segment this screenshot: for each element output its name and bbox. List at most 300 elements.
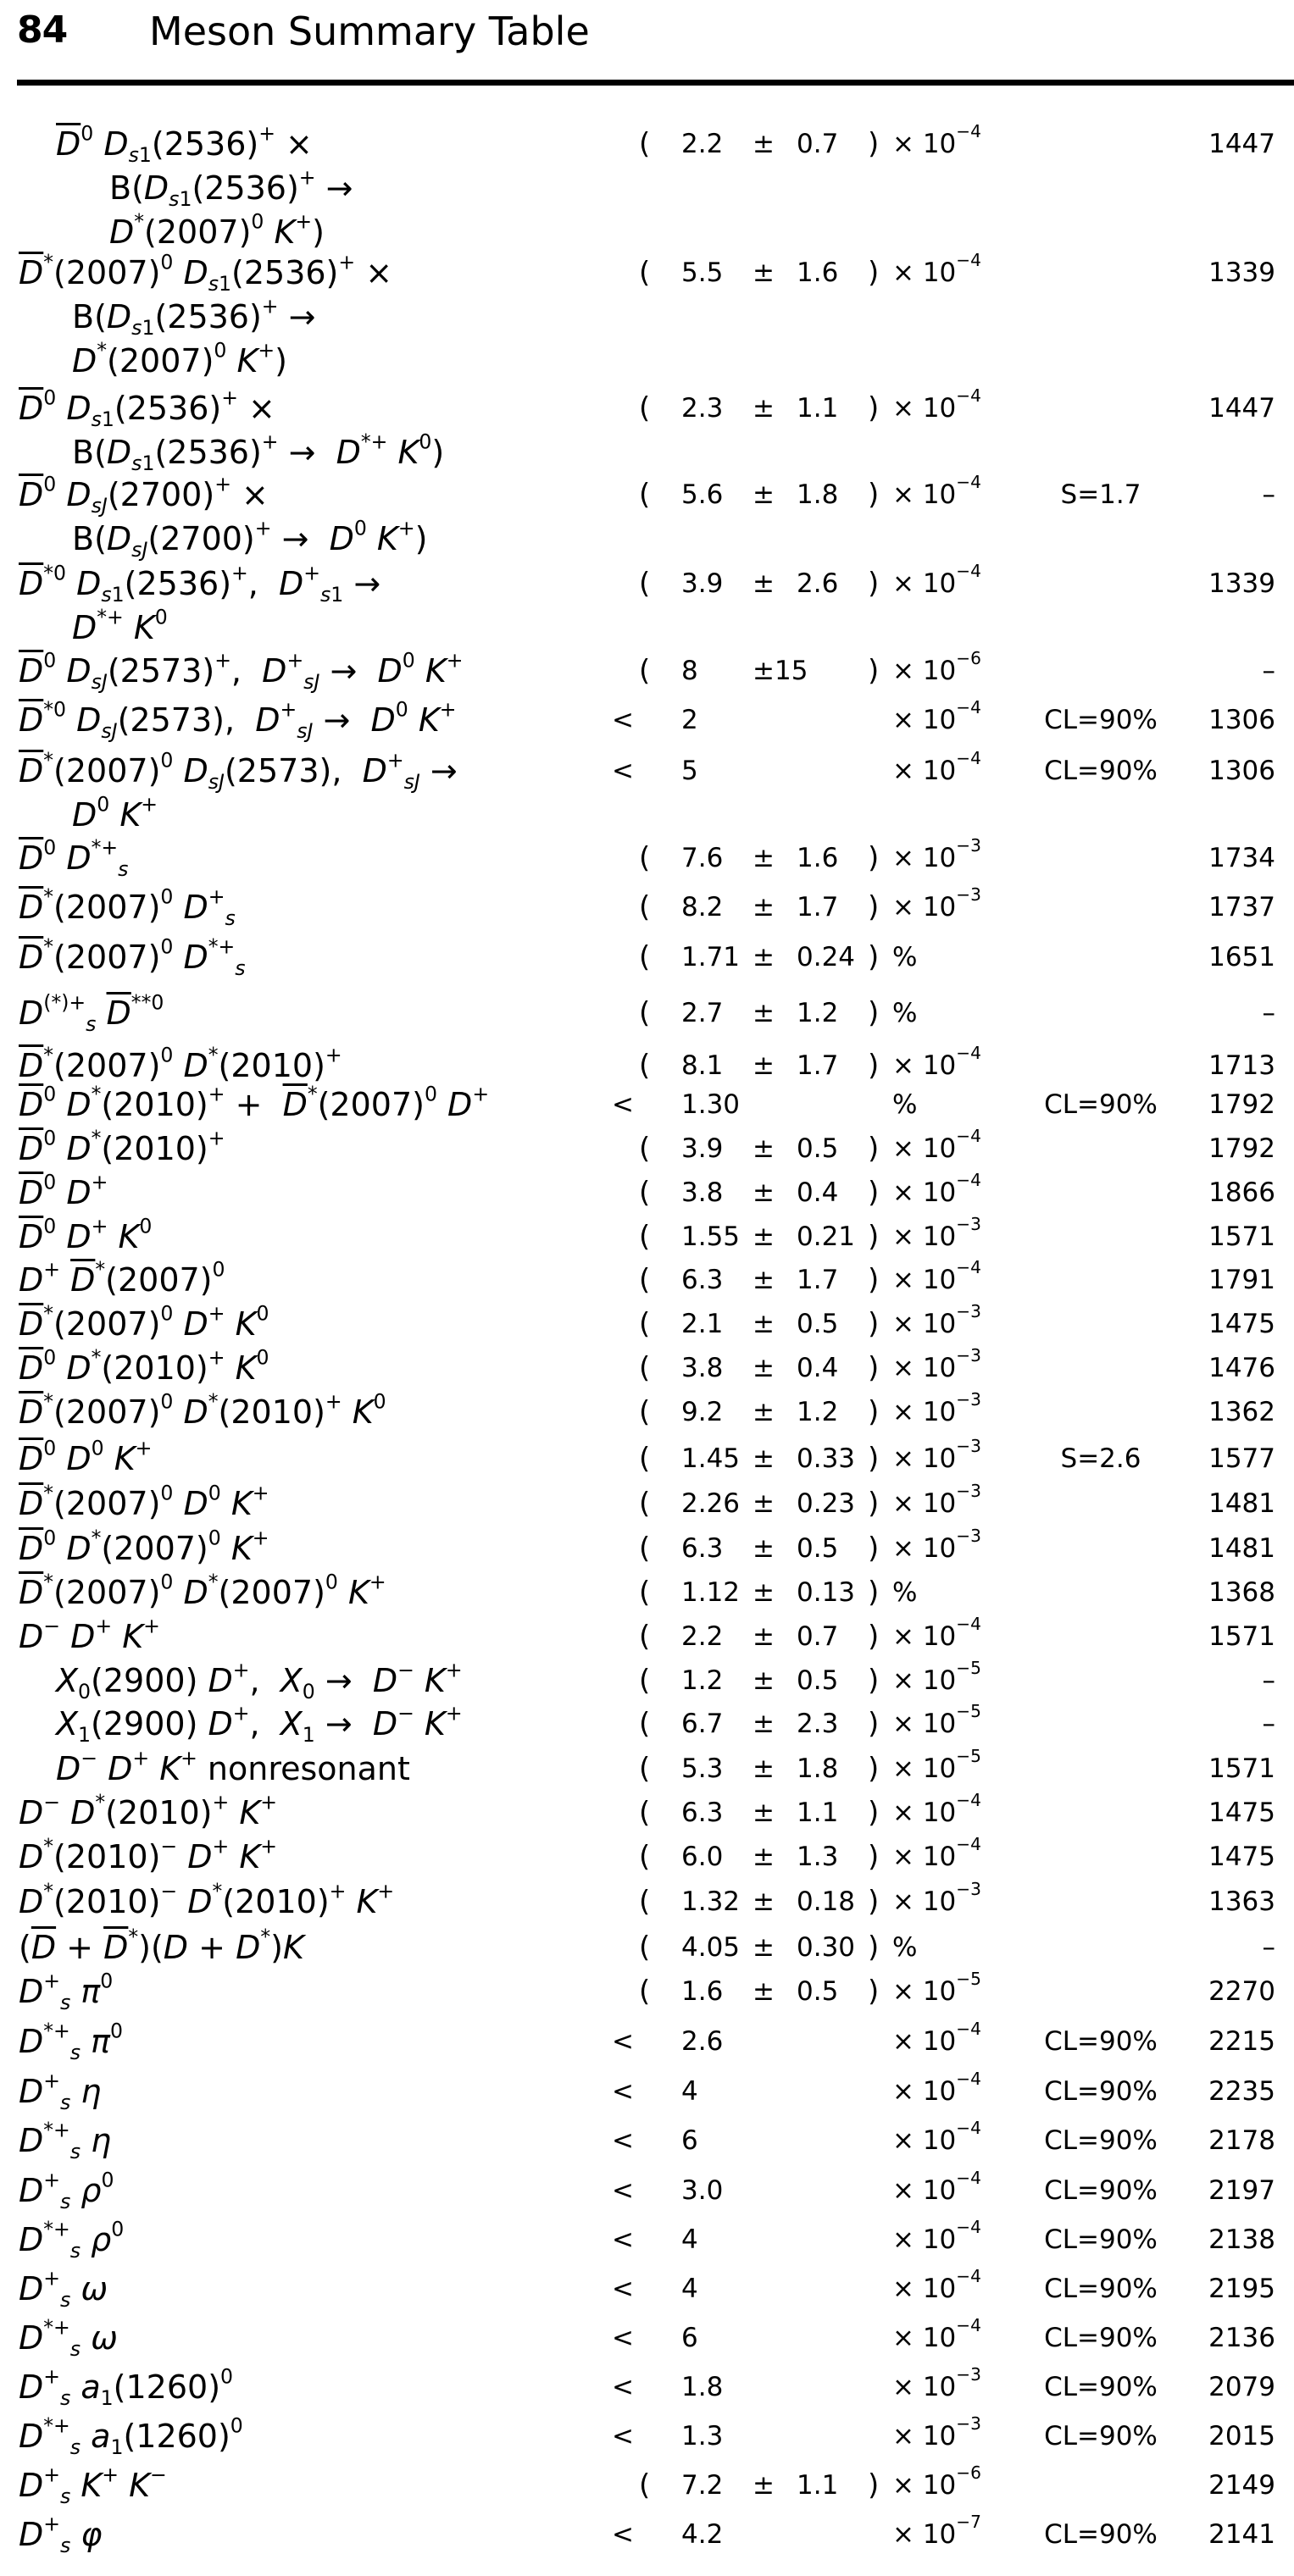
fraction-unit: × $10^{-4}$ bbox=[892, 1125, 981, 1164]
left-paren: ( bbox=[639, 1176, 651, 1210]
fraction-unit: % bbox=[892, 998, 918, 1028]
plus-minus: ± bbox=[753, 998, 775, 1028]
plus-minus: ± bbox=[753, 568, 775, 599]
decay-mode bbox=[19, 2119, 111, 2163]
decay-mode-line: $D^{(*)+}_s$ $\overline{D}^{**0}$ bbox=[19, 990, 164, 1037]
decay-mode-line: $B(D_{s1}(2536)^+$ → bbox=[109, 165, 353, 212]
fraction-unit: × $10^{-4}$ bbox=[892, 2167, 981, 2206]
fraction-error: 0.7 bbox=[797, 129, 839, 159]
fraction-error: 1.8 bbox=[797, 479, 839, 510]
fraction-value: 8 bbox=[681, 656, 698, 686]
fraction-value: 2.1 bbox=[681, 1309, 724, 1339]
upper-limit-sign: < bbox=[612, 2519, 634, 2550]
right-paren: ) bbox=[868, 1931, 880, 1964]
decay-mode-line: D− D+ K+ nonresonant bbox=[56, 1746, 410, 1787]
right-paren: ) bbox=[868, 940, 880, 974]
plus-minus: ± bbox=[753, 1177, 775, 1208]
plus-minus: ± bbox=[753, 1932, 775, 1963]
scale-or-cl: S=2.6 bbox=[1060, 1443, 1141, 1474]
fraction-error: 0.7 bbox=[797, 1621, 839, 1652]
fraction-error: 0.5 bbox=[797, 1309, 839, 1339]
left-paren: ( bbox=[639, 1885, 651, 1919]
decay-mode-line: $\overline{D}^*(2007)^0$ $D^*(2007)^0$ K+ bbox=[19, 1570, 386, 1611]
plus-minus: ± bbox=[753, 1133, 775, 1164]
fraction-value: 2.7 bbox=[681, 998, 724, 1028]
right-paren: ) bbox=[868, 391, 880, 425]
fraction-unit: × $10^{-4}$ bbox=[892, 249, 981, 288]
plus-minus: ± bbox=[753, 129, 775, 159]
decay-mode-line: $D^{*+}_s$ $\pi^0$ bbox=[19, 2019, 124, 2065]
fraction-unit: × $10^{-4}$ bbox=[892, 471, 981, 510]
plus-minus: ± bbox=[753, 479, 775, 510]
scale-or-cl: CL=90% bbox=[1044, 2026, 1158, 2057]
left-paren: ( bbox=[639, 1532, 651, 1565]
momentum-p: 1734 bbox=[1208, 843, 1275, 873]
decay-mode-line: $(\overline{D} + \overline{D}^*)(D + D^*)K$ bbox=[19, 1925, 304, 1966]
momentum-p: 2015 bbox=[1208, 2421, 1275, 2451]
plus-minus: ± bbox=[753, 2470, 775, 2501]
right-paren: ) bbox=[868, 890, 880, 924]
decay-mode-line: $\overline{D}^*(2007)^0$ $D_{sJ}(2573)$, $D^+_{sJ}$ → bbox=[19, 748, 458, 795]
decay-mode bbox=[19, 836, 128, 880]
right-paren: ) bbox=[868, 1263, 880, 1297]
left-paren: ( bbox=[639, 256, 651, 290]
right-paren: ) bbox=[868, 1796, 880, 1830]
fraction-value: 3.9 bbox=[681, 568, 724, 599]
fraction-unit: × $10^{-3}$ bbox=[892, 2363, 981, 2402]
fraction-error: 1.1 bbox=[797, 2470, 839, 2501]
fraction-unit: % bbox=[892, 1577, 918, 1608]
scale-or-cl: CL=90% bbox=[1044, 2175, 1158, 2206]
decay-mode-line: $\overline{D}^*(2007)^0$ D+ $K^0$ bbox=[19, 1301, 269, 1343]
fraction-error: 1.2 bbox=[797, 1397, 839, 1427]
left-paren: ( bbox=[639, 1220, 651, 1254]
scale-or-cl: CL=90% bbox=[1044, 2372, 1158, 2402]
fraction-value: 5.5 bbox=[681, 258, 724, 288]
fraction-value: 6.7 bbox=[681, 1709, 724, 1739]
upper-limit-sign: < bbox=[612, 2076, 634, 2107]
fraction-value: 1.45 bbox=[681, 1443, 741, 1474]
decay-mode bbox=[19, 473, 427, 561]
fraction-error: 0.5 bbox=[797, 1665, 839, 1696]
decay-mode bbox=[19, 1615, 160, 1659]
decay-mode-line: $\overline{D}^0$ D*(2010)+ $K^0$ bbox=[19, 1345, 269, 1387]
momentum-p: 1571 bbox=[1208, 1753, 1275, 1784]
decay-mode bbox=[19, 1969, 113, 2014]
fraction-unit: × $10^{-4}$ bbox=[892, 1789, 981, 1828]
fraction-error: 1.8 bbox=[797, 1753, 839, 1784]
plus-minus: ± bbox=[753, 1886, 775, 1917]
decay-mode bbox=[19, 2512, 102, 2557]
decay-mode-line: D+ $\overline{D}^*(2007)^0$ bbox=[19, 1257, 225, 1299]
decay-mode bbox=[19, 1571, 386, 1615]
upper-limit-sign: < bbox=[612, 2323, 634, 2353]
momentum-p: – bbox=[1262, 998, 1275, 1028]
fraction-error: 1.1 bbox=[797, 1798, 839, 1828]
upper-limit-sign: < bbox=[612, 1089, 634, 1120]
fraction-value: 6.3 bbox=[681, 1533, 724, 1564]
scale-or-cl: CL=90% bbox=[1044, 705, 1158, 735]
fraction-unit: × $10^{-3}$ bbox=[892, 1213, 981, 1252]
fraction-unit: × $10^{-6}$ bbox=[892, 2462, 981, 2501]
left-paren: ( bbox=[639, 1487, 651, 1521]
fraction-unit: × $10^{-4}$ bbox=[892, 385, 981, 424]
decay-mode-line: $D^{*+}_s$ $a_1(1260)^0$ bbox=[19, 2413, 243, 2460]
momentum-p: 2136 bbox=[1208, 2323, 1275, 2353]
fraction-error: 0.13 bbox=[797, 1577, 856, 1608]
fraction-value: 1.71 bbox=[681, 942, 741, 972]
decay-mode bbox=[19, 1791, 277, 1835]
plus-minus: ± bbox=[753, 1976, 775, 2007]
fraction-error: 2.3 bbox=[797, 1709, 839, 1739]
decay-mode-line: $\overline{D}^0$ D*(2010)+ bbox=[19, 1126, 225, 1167]
right-paren: ) bbox=[868, 567, 880, 601]
momentum-p: 1866 bbox=[1208, 1177, 1275, 1208]
plus-minus: ± bbox=[753, 942, 775, 972]
right-paren: ) bbox=[868, 1576, 880, 1609]
fraction-error: 0.23 bbox=[797, 1488, 856, 1519]
momentum-p: 1737 bbox=[1208, 892, 1275, 922]
right-paren: ) bbox=[868, 654, 880, 688]
decay-mode bbox=[56, 1747, 410, 1791]
fraction-unit: × $10^{-3}$ bbox=[892, 1388, 981, 1427]
fraction-error: 0.33 bbox=[797, 1443, 856, 1474]
left-paren: ( bbox=[639, 841, 651, 875]
momentum-p: 2215 bbox=[1208, 2026, 1275, 2057]
fraction-unit: × $10^{-4}$ bbox=[892, 1042, 981, 1081]
decay-mode bbox=[19, 1437, 152, 1481]
fraction-unit: × $10^{-4}$ bbox=[892, 120, 981, 159]
right-paren: ) bbox=[868, 1220, 880, 1254]
decay-mode-line: $X_1(2900)$ D+, $X_1 \to D^-$ K+ bbox=[56, 1701, 463, 1748]
left-paren: ( bbox=[639, 890, 651, 924]
fraction-unit: % bbox=[892, 1089, 918, 1120]
fraction-error: 1.7 bbox=[797, 1265, 839, 1295]
momentum-p: 1571 bbox=[1208, 1222, 1275, 1252]
fraction-error: 0.5 bbox=[797, 1133, 839, 1164]
fraction-value: 5.6 bbox=[681, 479, 724, 510]
decay-mode-line: $D^{*+}_s$ η bbox=[19, 2118, 112, 2164]
decay-mode bbox=[19, 386, 444, 474]
decay-mode-line: $D^+_s$ η bbox=[19, 2069, 102, 2115]
fraction-unit: × $10^{-4}$ bbox=[892, 1833, 981, 1872]
decay-mode-line: $D^*(2007)^0$ K+) bbox=[109, 209, 325, 251]
left-paren: ( bbox=[639, 1975, 651, 2008]
decay-mode bbox=[19, 1390, 386, 1434]
fraction-unit: × $10^{-3}$ bbox=[892, 1878, 981, 1917]
left-paren: ( bbox=[639, 1576, 651, 1609]
fraction-error: 0.30 bbox=[797, 1932, 856, 1963]
fraction-unit: × $10^{-4}$ bbox=[892, 2265, 981, 2304]
fraction-value: 6.0 bbox=[681, 1842, 724, 1872]
momentum-p: 1475 bbox=[1208, 1798, 1275, 1828]
right-paren: ) bbox=[868, 1307, 880, 1341]
decay-mode bbox=[19, 1127, 225, 1171]
upper-limit-sign: < bbox=[612, 2224, 634, 2255]
decay-mode bbox=[19, 749, 458, 837]
momentum-p: – bbox=[1262, 1665, 1275, 1696]
decay-mode-line: $\overline{D}^*(2007)^0$ $D_{s1}(2536)^+$ × bbox=[19, 250, 393, 296]
fraction-value: 4 bbox=[681, 2274, 698, 2304]
fraction-unit: × $10^{-5}$ bbox=[892, 1745, 981, 1784]
decay-mode bbox=[19, 2069, 101, 2113]
fraction-unit: × $10^{-3}$ bbox=[892, 1480, 981, 1519]
momentum-p: 1368 bbox=[1208, 1577, 1275, 1608]
decay-mode bbox=[19, 1302, 269, 1346]
decay-mode bbox=[19, 251, 392, 383]
fraction-value: 1.3 bbox=[681, 2421, 724, 2451]
fraction-value: 1.32 bbox=[681, 1886, 741, 1917]
momentum-p: 2079 bbox=[1208, 2372, 1275, 2402]
upper-limit-sign: < bbox=[612, 756, 634, 786]
decay-mode bbox=[56, 1659, 463, 1703]
decay-mode bbox=[19, 1880, 394, 1924]
plus-minus: ± bbox=[753, 1050, 775, 1081]
decay-mode bbox=[19, 2019, 123, 2064]
fraction-value: 2.3 bbox=[681, 393, 724, 424]
fraction-error: 1.3 bbox=[797, 1842, 839, 1872]
right-paren: ) bbox=[868, 996, 880, 1030]
fraction-unit: × $10^{-3}$ bbox=[892, 1435, 981, 1474]
left-paren: ( bbox=[639, 1620, 651, 1654]
right-paren: ) bbox=[868, 1132, 880, 1166]
left-paren: ( bbox=[639, 1707, 651, 1741]
decay-mode bbox=[56, 1702, 463, 1746]
right-paren: ) bbox=[868, 1840, 880, 1874]
fraction-value: 6.3 bbox=[681, 1798, 724, 1828]
left-paren: ( bbox=[639, 478, 651, 512]
decay-mode-line: $D^*(2007)^0$ K+) bbox=[72, 338, 287, 379]
decay-mode-line: $\overline{D}^0$ $D_{s1}(2536)^+$ × bbox=[56, 121, 313, 168]
decay-mode bbox=[19, 991, 164, 1035]
fraction-unit: × $10^{-4}$ bbox=[892, 2068, 981, 2107]
fraction-error: 1.6 bbox=[797, 843, 839, 873]
momentum-p: 2178 bbox=[1208, 2125, 1275, 2156]
decay-mode-line: $D^{*+}_s$ $\rho^0$ bbox=[19, 2217, 125, 2263]
scale-or-cl: CL=90% bbox=[1044, 2076, 1158, 2107]
decay-mode-line: $\overline{D}^0$ $D^*(2010)^+ + \overline{D}^*(2007)^0$ D+ bbox=[19, 1082, 490, 1123]
fraction-value: 3.9 bbox=[681, 1133, 724, 1164]
fraction-unit: × $10^{-4}$ bbox=[892, 2117, 981, 2156]
decay-mode-line: $B(D_{s1}(2536)^+ \to D^{*+}$ $K^0$) bbox=[72, 429, 445, 476]
decay-mode-line: $D^+_s$ $\rho^0$ bbox=[19, 2168, 114, 2214]
left-paren: ( bbox=[639, 1395, 651, 1429]
left-paren: ( bbox=[639, 940, 651, 974]
decay-mode-line: $\overline{D}^0$ $D_{s1}(2536)^+$ × bbox=[19, 385, 275, 432]
left-paren: ( bbox=[639, 1796, 651, 1830]
left-paren: ( bbox=[639, 1132, 651, 1166]
plus-minus: ± bbox=[753, 1265, 775, 1295]
momentum-p: 1306 bbox=[1208, 705, 1275, 735]
decay-mode-line: D*(2010)− D*(2010)+ K+ bbox=[19, 1879, 395, 1920]
right-paren: ) bbox=[868, 1885, 880, 1919]
left-paren: ( bbox=[639, 654, 651, 688]
decay-mode-line: $\overline{D}^{*0}$ $D_{sJ}(2573)$, $D^+_{sJ} \to D^0$ K+ bbox=[19, 697, 457, 744]
momentum-p: 2197 bbox=[1208, 2175, 1275, 2206]
decay-mode bbox=[19, 2218, 124, 2262]
momentum-p: 2138 bbox=[1208, 2224, 1275, 2255]
fraction-error: 1.7 bbox=[797, 1050, 839, 1081]
right-paren: ) bbox=[868, 1049, 880, 1083]
momentum-p: 1447 bbox=[1208, 129, 1275, 159]
left-paren: ( bbox=[639, 127, 651, 161]
decay-mode-line: $\overline{D}^0$ $D^*(2007)^0$ K+ bbox=[19, 1526, 269, 1567]
fraction-unit: × $10^{-4}$ bbox=[892, 1169, 981, 1208]
scale-or-cl: CL=90% bbox=[1044, 756, 1158, 786]
right-paren: ) bbox=[868, 1487, 880, 1521]
fraction-unit: × $10^{-4}$ bbox=[892, 2216, 981, 2255]
decay-mode-line: D*+ $K^0$ bbox=[72, 605, 168, 646]
upper-limit-sign: < bbox=[612, 2372, 634, 2402]
fraction-value: 5 bbox=[681, 756, 698, 786]
decay-mode bbox=[19, 1346, 269, 1390]
decay-mode-line: $B(D_{sJ}(2700)^+ \to D^0$ K+) bbox=[72, 516, 428, 562]
decay-mode-line: D*(2010)− D+ K+ bbox=[19, 1834, 277, 1875]
plus-minus: ± bbox=[753, 892, 775, 922]
decay-mode bbox=[19, 649, 463, 693]
decay-mode-line: $\overline{D}^0$ $D^{*+}_s$ bbox=[19, 835, 129, 882]
plus-minus: ± bbox=[753, 1577, 775, 1608]
page-number: 84 bbox=[17, 8, 68, 52]
momentum-p: 1651 bbox=[1208, 942, 1275, 972]
fraction-value: 3.8 bbox=[681, 1177, 724, 1208]
fraction-unit: × $10^{-4}$ bbox=[892, 1613, 981, 1652]
decay-mode bbox=[19, 1215, 152, 1259]
right-paren: ) bbox=[868, 841, 880, 875]
plus-minus: ± bbox=[753, 1309, 775, 1339]
momentum-p: – bbox=[1262, 1932, 1275, 1963]
right-paren: ) bbox=[868, 1395, 880, 1429]
momentum-p: 2195 bbox=[1208, 2274, 1275, 2304]
fraction-value: 1.30 bbox=[681, 1089, 741, 1120]
fraction-unit: × $10^{-4}$ bbox=[892, 747, 981, 786]
plus-minus: ± bbox=[753, 1665, 775, 1696]
fraction-value: 2.26 bbox=[681, 1488, 741, 1519]
scale-or-cl: CL=90% bbox=[1044, 1089, 1158, 1120]
decay-mode bbox=[19, 885, 236, 929]
decay-mode bbox=[56, 122, 353, 254]
fraction-value: 1.12 bbox=[681, 1577, 741, 1608]
decay-mode-line: $D^+_s$ $\pi^0$ bbox=[19, 1969, 114, 2015]
fraction-error: 0.21 bbox=[797, 1222, 856, 1252]
plus-minus: ± bbox=[753, 1842, 775, 1872]
decay-mode-line: $\overline{D}^0$ D+ bbox=[19, 1170, 108, 1211]
decay-mode bbox=[19, 1171, 108, 1215]
upper-limit-sign: < bbox=[612, 2274, 634, 2304]
plus-minus: ± bbox=[753, 393, 775, 424]
right-paren: ) bbox=[868, 1620, 880, 1654]
left-paren: ( bbox=[639, 1752, 651, 1786]
fraction-value: 3.0 bbox=[681, 2175, 724, 2206]
decay-mode-line: $D^{*+}_s$ ω bbox=[19, 2315, 118, 2362]
fraction-unit: × $10^{-3}$ bbox=[892, 884, 981, 922]
fraction-error: 0.18 bbox=[797, 1886, 856, 1917]
right-paren: ) bbox=[868, 478, 880, 512]
fraction-value: 1.2 bbox=[681, 1665, 724, 1696]
scale-or-cl: CL=90% bbox=[1044, 2323, 1158, 2353]
decay-mode-line: $B(D_{s1}(2536)^+$ → bbox=[72, 294, 316, 341]
fraction-unit: × $10^{-4}$ bbox=[892, 2314, 981, 2353]
fraction-value: 1.6 bbox=[681, 1976, 724, 2007]
fraction-unit: % bbox=[892, 942, 918, 972]
momentum-p: – bbox=[1262, 479, 1275, 510]
fraction-unit: × $10^{-5}$ bbox=[892, 1700, 981, 1739]
fraction-value: 4 bbox=[681, 2224, 698, 2255]
momentum-p: – bbox=[1262, 656, 1275, 686]
momentum-p: 1306 bbox=[1208, 756, 1275, 786]
decay-mode bbox=[19, 2463, 167, 2507]
momentum-p: 1362 bbox=[1208, 1397, 1275, 1427]
momentum-p: 1792 bbox=[1208, 1089, 1275, 1120]
fraction-unit: % bbox=[892, 1932, 918, 1963]
decay-mode-line: $\overline{D}^*(2007)^0$ $D^+_s$ bbox=[19, 884, 236, 931]
fraction-error: ±15 bbox=[753, 656, 808, 686]
fraction-unit: × $10^{-5}$ bbox=[892, 1968, 981, 2007]
decay-mode bbox=[19, 2365, 233, 2409]
fraction-error: 0.24 bbox=[797, 942, 856, 972]
fraction-value: 6.3 bbox=[681, 1265, 724, 1295]
decay-mode-line: $D^+_s$ $a_1(1260)^0$ bbox=[19, 2364, 233, 2411]
fraction-unit: × $10^{-3}$ bbox=[892, 1344, 981, 1383]
left-paren: ( bbox=[639, 1351, 651, 1385]
decay-mode bbox=[19, 935, 246, 979]
fraction-unit: × $10^{-6}$ bbox=[892, 647, 981, 686]
fraction-unit: × $10^{-4}$ bbox=[892, 696, 981, 735]
plus-minus: ± bbox=[753, 1443, 775, 1474]
decay-mode-line: $\overline{D}^{*0}$ $D_{s1}(2536)^+$, $D^+_{s1}$ → bbox=[19, 561, 381, 607]
momentum-p: 1476 bbox=[1208, 1353, 1275, 1383]
momentum-p: 1447 bbox=[1208, 393, 1275, 424]
momentum-p: 1791 bbox=[1208, 1265, 1275, 1295]
header-rule bbox=[17, 80, 1294, 86]
decay-mode bbox=[19, 1258, 225, 1302]
decay-mode bbox=[19, 1835, 277, 1879]
decay-mode-line: $\overline{D}^0$ $D^0$ K+ bbox=[19, 1436, 153, 1477]
fraction-value: 4.05 bbox=[681, 1932, 741, 1963]
decay-mode bbox=[19, 2169, 114, 2213]
decay-mode bbox=[19, 1083, 489, 1127]
fraction-value: 3.8 bbox=[681, 1353, 724, 1383]
fraction-unit: × $10^{-5}$ bbox=[892, 1657, 981, 1696]
momentum-p: 1475 bbox=[1208, 1842, 1275, 1872]
fraction-value: 8.1 bbox=[681, 1050, 724, 1081]
plus-minus: ± bbox=[753, 258, 775, 288]
momentum-p: 2235 bbox=[1208, 2076, 1275, 2107]
decay-mode-line: $\overline{D}^0$ D+ $K^0$ bbox=[19, 1214, 153, 1255]
momentum-p: 1792 bbox=[1208, 1133, 1275, 1164]
scale-or-cl: CL=90% bbox=[1044, 2274, 1158, 2304]
page-title: Meson Summary Table bbox=[149, 8, 590, 54]
momentum-p: 2270 bbox=[1208, 1976, 1275, 2007]
fraction-value: 8.2 bbox=[681, 892, 724, 922]
upper-limit-sign: < bbox=[612, 2026, 634, 2057]
momentum-p: 1363 bbox=[1208, 1886, 1275, 1917]
plus-minus: ± bbox=[753, 1798, 775, 1828]
left-paren: ( bbox=[639, 996, 651, 1030]
right-paren: ) bbox=[868, 2468, 880, 2502]
scale-or-cl: CL=90% bbox=[1044, 2421, 1158, 2451]
decay-mode bbox=[19, 2316, 118, 2360]
fraction-value: 4 bbox=[681, 2076, 698, 2107]
momentum-p: 1571 bbox=[1208, 1621, 1275, 1652]
decay-mode bbox=[19, 2267, 108, 2311]
decay-mode-line: $D^+_s$ ω bbox=[19, 2266, 108, 2313]
left-paren: ( bbox=[639, 2468, 651, 2502]
fraction-value: 2.2 bbox=[681, 129, 724, 159]
decay-mode-line: $\overline{D}^*(2007)^0$ $D^0$ K+ bbox=[19, 1481, 269, 1522]
scale-or-cl: CL=90% bbox=[1044, 2224, 1158, 2255]
momentum-p: 1339 bbox=[1208, 258, 1275, 288]
